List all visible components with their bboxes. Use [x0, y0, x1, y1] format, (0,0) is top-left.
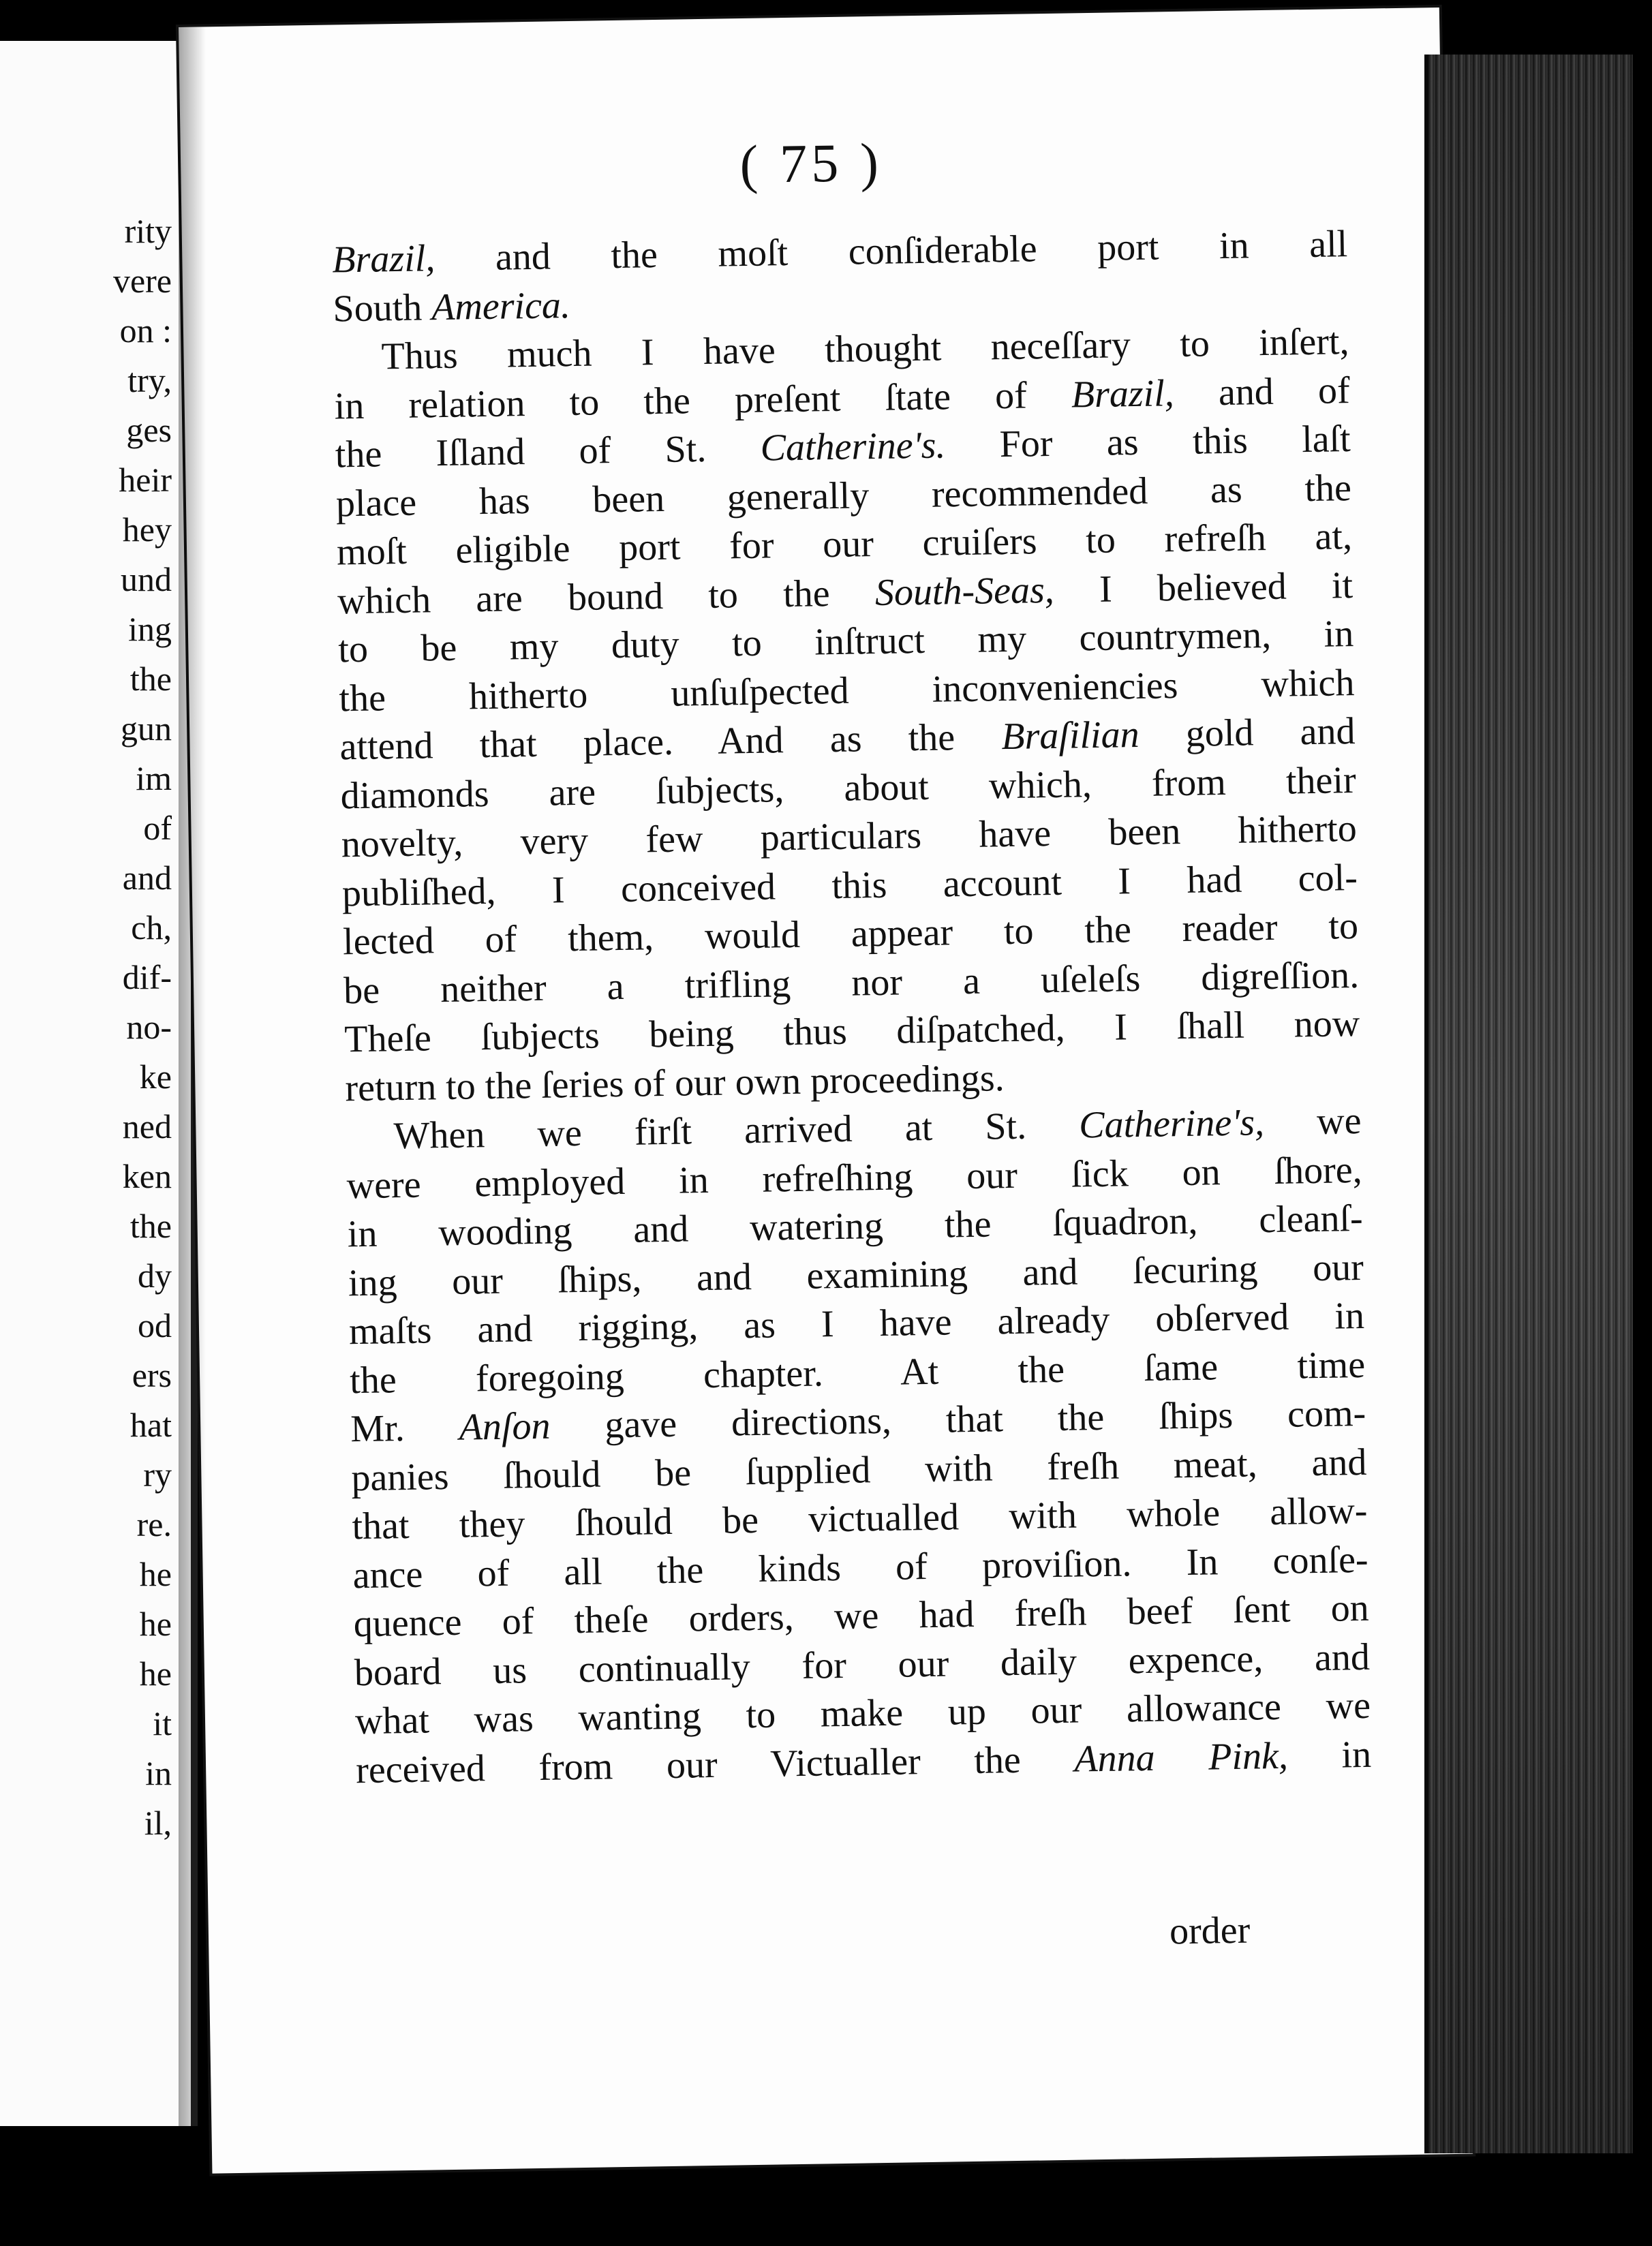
text-run: maſts and rigging, as I have already obſerved in	[348, 1294, 1365, 1353]
text-run: attend that place. And as the	[339, 716, 1002, 769]
facing-page-fragment: it	[153, 1704, 172, 1742]
text-run: Mr.	[350, 1406, 460, 1451]
text-run: in	[1287, 1733, 1372, 1777]
facing-page-fragment: rity	[124, 212, 172, 250]
text-run: that they ſhould be victualled with whole allow-	[352, 1489, 1368, 1548]
facing-page-fragment: ges	[126, 411, 172, 449]
facing-page-fragment: il,	[144, 1804, 172, 1842]
italic-text: Anſon	[459, 1404, 551, 1449]
facing-page-fragment: he	[139, 1605, 172, 1643]
facing-page-fragment: dy	[138, 1257, 172, 1295]
facing-page-fragment: no-	[126, 1008, 172, 1046]
facing-page-fragment: he	[139, 1655, 172, 1693]
catchword: order	[1169, 1909, 1251, 1953]
text-run: publiſhed, I conceived this account I had col-	[341, 856, 1358, 914]
italic-text: America.	[431, 283, 571, 328]
facing-page-fragment: ers	[132, 1356, 172, 1394]
italic-text: South-Seas,	[874, 568, 1055, 614]
italic-text: Brazil,	[331, 237, 435, 281]
text-run: and of	[1174, 369, 1351, 414]
text-run: be neither a trifling nor a uſeleſs digreſſion.	[343, 953, 1360, 1012]
text-run: Theſe ſubjects being thus diſpatched, I ſhall now	[343, 1002, 1360, 1061]
text-run: we	[1264, 1099, 1362, 1144]
facing-page-fragment: vere	[112, 262, 172, 300]
text-run: gave directions, that the ſhips com-	[549, 1391, 1366, 1447]
text-run: panies ſhould be ſupplied with freſh meat, and	[350, 1441, 1367, 1499]
italic-text: Brazil,	[1071, 371, 1175, 416]
text-run: lected of them, would appear to the reader to	[342, 904, 1359, 964]
text-run: ance of all the kinds of proviſion. In conſe-	[352, 1538, 1369, 1597]
text-run: to be my duty to inſtruct my countrymen, in	[337, 613, 1354, 671]
facing-page-fragment: the	[129, 660, 172, 698]
text-run: were employed in refreſhing our ſick on ſhore,	[346, 1148, 1363, 1207]
text-run: received from our Victualler the	[355, 1738, 1075, 1791]
facing-page-fragment: hat	[129, 1406, 172, 1444]
text-run: South	[333, 286, 432, 330]
facing-page-fragment: gun	[121, 709, 172, 748]
text-run: and the moſt conſiderable port in all	[434, 223, 1348, 280]
facing-page-fragment: he	[139, 1555, 172, 1593]
text-run: the hitherto unſuſpected inconveniencies which	[339, 661, 1355, 720]
facing-page-fragment: hey	[122, 510, 172, 549]
facing-page-left	[0, 41, 198, 2126]
facing-page-fragment: re.	[136, 1505, 172, 1543]
text-run: Thus much I have thought neceſſary to inſert,	[381, 320, 1349, 378]
facing-page-fragment: of	[143, 809, 172, 847]
text-run: in wooding and watering the ſquadron, cleanſ-	[347, 1197, 1364, 1256]
facing-page-fragment: heir	[119, 461, 172, 499]
facing-page-fragment: in	[145, 1754, 172, 1792]
text-run: I believed it	[1054, 564, 1353, 611]
page-edges	[1424, 55, 1633, 2153]
book-page	[179, 7, 1473, 2174]
facing-page-fragment: ned	[122, 1107, 172, 1145]
facing-page-fragment: dif-	[122, 958, 172, 996]
text-run: place has been generally recommended as the	[335, 466, 1352, 525]
text-run: diamonds are ſubjects, about which, from their	[340, 758, 1357, 817]
facing-page-fragment: on :	[119, 311, 172, 350]
italic-text: Catherine's.	[760, 424, 946, 470]
text-run: the foregoing chapter. At the ſame time	[349, 1343, 1366, 1402]
text-run: quence of theſe orders, we had freſh beef ſent on	[353, 1586, 1370, 1646]
facing-page-fragment: ch,	[131, 908, 172, 947]
text-run: When we firſt arrived at St.	[393, 1104, 1080, 1158]
gutter-shadow	[179, 27, 206, 2174]
text-run: novelty, very few particulars have been hitherto	[341, 807, 1358, 866]
italic-text: Anna Pink,	[1073, 1734, 1289, 1781]
text-run: gold and	[1139, 710, 1356, 756]
text-run: what was wanting to make up our allowance we	[354, 1684, 1371, 1743]
facing-page-fragment: and	[122, 859, 172, 897]
facing-page-fragment: ken	[122, 1157, 172, 1195]
italic-text: Catherine's,	[1078, 1101, 1265, 1147]
text-run: moſt eligible port for our cruiſers to refreſh at,	[336, 515, 1353, 574]
facing-page-fragment: ry	[143, 1456, 172, 1494]
facing-page-fragment: ke	[139, 1058, 172, 1096]
text-run: which are bound to the	[337, 571, 876, 622]
text-run: ing our ſhips, and examining and ſecuring our	[348, 1246, 1364, 1304]
page-number: ( 75 )	[739, 132, 883, 196]
facing-page-fragment: od	[138, 1306, 172, 1344]
facing-page-fragment: im	[136, 759, 172, 797]
facing-page-fragment: try,	[127, 361, 172, 399]
page-body-text	[332, 220, 1372, 1795]
text-run: board us continually for our daily expence, and	[354, 1635, 1371, 1694]
text-run: the Iſland of St.	[335, 427, 761, 476]
facing-page-fragment: the	[129, 1207, 172, 1245]
facing-page-fragment: ing	[128, 610, 172, 648]
text-run: in relation to the preſent ſtate of	[334, 373, 1072, 427]
text-run: For as this laſt	[945, 418, 1351, 467]
italic-text: Braſilian	[1000, 713, 1140, 758]
text-run: return to the ſeries of our own proceedings.	[344, 1056, 1005, 1109]
facing-page-fragment: und	[121, 560, 172, 598]
